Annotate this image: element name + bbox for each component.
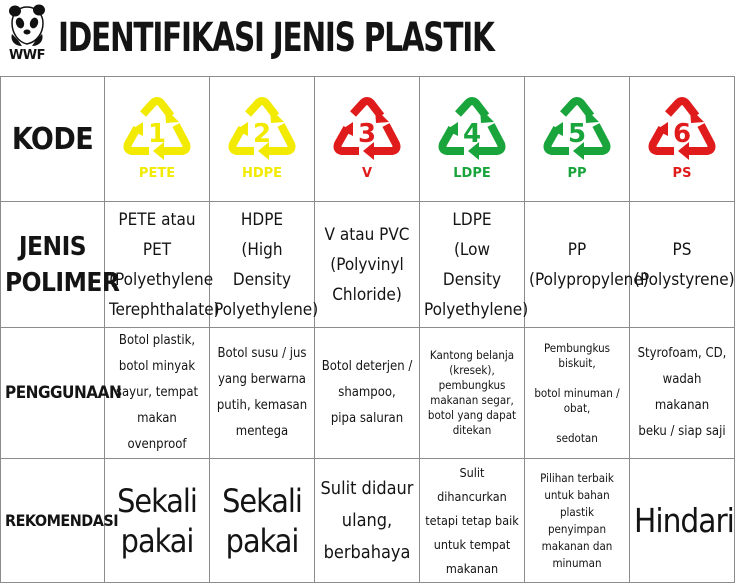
usage-cell-1: Botol plastik, botol minyak sayur, tempat makan ovenproof — [105, 328, 210, 459]
row-label-jenis-polimer: JENIS POLIMER — [1, 202, 105, 328]
polymer-cell-2: HDPE (High Density Polyethylene) — [210, 202, 315, 328]
recommendation-cell-4: Sulit dihancurkan tetapi tetap baik untuk tempat makanan — [420, 459, 525, 583]
code-cell-6 — [630, 77, 735, 202]
polymer-cell-6: PS (Polystyrene) — [630, 202, 735, 328]
code-cell-4 — [420, 77, 525, 202]
code-number: 6 — [672, 118, 692, 149]
code-cell-3 — [315, 77, 420, 202]
code-label: V — [361, 165, 373, 181]
recycle-triangle-icon — [121, 98, 193, 164]
code-cell-1 — [105, 77, 210, 202]
code-label: HDPE — [241, 165, 283, 181]
row-rekomendasi — [1, 459, 735, 583]
wwf-logo — [6, 4, 48, 66]
code-label: PS — [672, 165, 692, 181]
row-kode — [1, 77, 735, 202]
row-jenis-polimer — [1, 202, 735, 328]
usage-cell-6: Styrofoam, CD, wadah makanan beku / siap saji — [630, 328, 735, 459]
code-number: 1 — [147, 118, 167, 149]
polymer-cell-4: LDPE (Low Density Polyethylene) — [420, 202, 525, 328]
logo-text: WWF — [8, 48, 46, 63]
page-title: IDENTIFIKASI JENIS PLASTIK — [58, 15, 494, 61]
usage-cell-4: Kantong belanja (kresek), pembungkus makanan segar, botol yang dapat ditekan — [420, 328, 525, 459]
polymer-cell-3: V atau PVC (Polyvinyl Chloride) — [315, 202, 420, 328]
code-label: PETE — [138, 165, 176, 181]
recommendation-cell-2: Sekali pakai — [210, 459, 315, 583]
recommendation-cell-1: Sekali pakai — [105, 459, 210, 583]
code-number: 4 — [462, 118, 482, 149]
row-label-rekomendasi: REKOMENDASI — [1, 459, 105, 583]
recycle-triangle-icon — [226, 98, 298, 164]
recycle-triangle-icon — [646, 98, 718, 164]
recycle-triangle-icon — [436, 98, 508, 164]
usage-cell-2: Botol susu / jus yang berwarna putih, kemasan mentega — [210, 328, 315, 459]
header — [0, 0, 734, 75]
row-label-penggunaan: PENGGUNAAN — [1, 328, 105, 459]
recycle-triangle-icon — [331, 98, 403, 164]
code-label: PP — [567, 165, 587, 181]
code-number: 3 — [357, 118, 377, 149]
polymer-cell-5: PP (Polypropylene) — [525, 202, 630, 328]
code-number: 5 — [567, 118, 587, 149]
code-number: 2 — [252, 118, 272, 149]
row-penggunaan — [1, 328, 735, 459]
code-cell-2 — [210, 77, 315, 202]
code-label: LDPE — [453, 165, 491, 181]
usage-cell-3: Botol deterjen / shampoo, pipa saluran — [315, 328, 420, 459]
usage-cell-5: Pembungkus biskuit, botol minuman / obat, sedotan — [525, 328, 630, 459]
recommendation-cell-6: Hindari — [630, 459, 735, 583]
plastic-table — [0, 76, 735, 583]
recycle-triangle-icon — [541, 98, 613, 164]
polymer-cell-1: PETE atau PET (Polyethylene Terephthalate) — [105, 202, 210, 328]
panda-icon — [6, 4, 48, 48]
row-label-kode: KODE — [1, 77, 105, 202]
recommendation-cell-5: Pilihan terbaik untuk bahan plastik penyimpan makanan dan minuman — [525, 459, 630, 583]
code-cell-5 — [525, 77, 630, 202]
recommendation-cell-3: Sulit didaur ulang, berbahaya — [315, 459, 420, 583]
